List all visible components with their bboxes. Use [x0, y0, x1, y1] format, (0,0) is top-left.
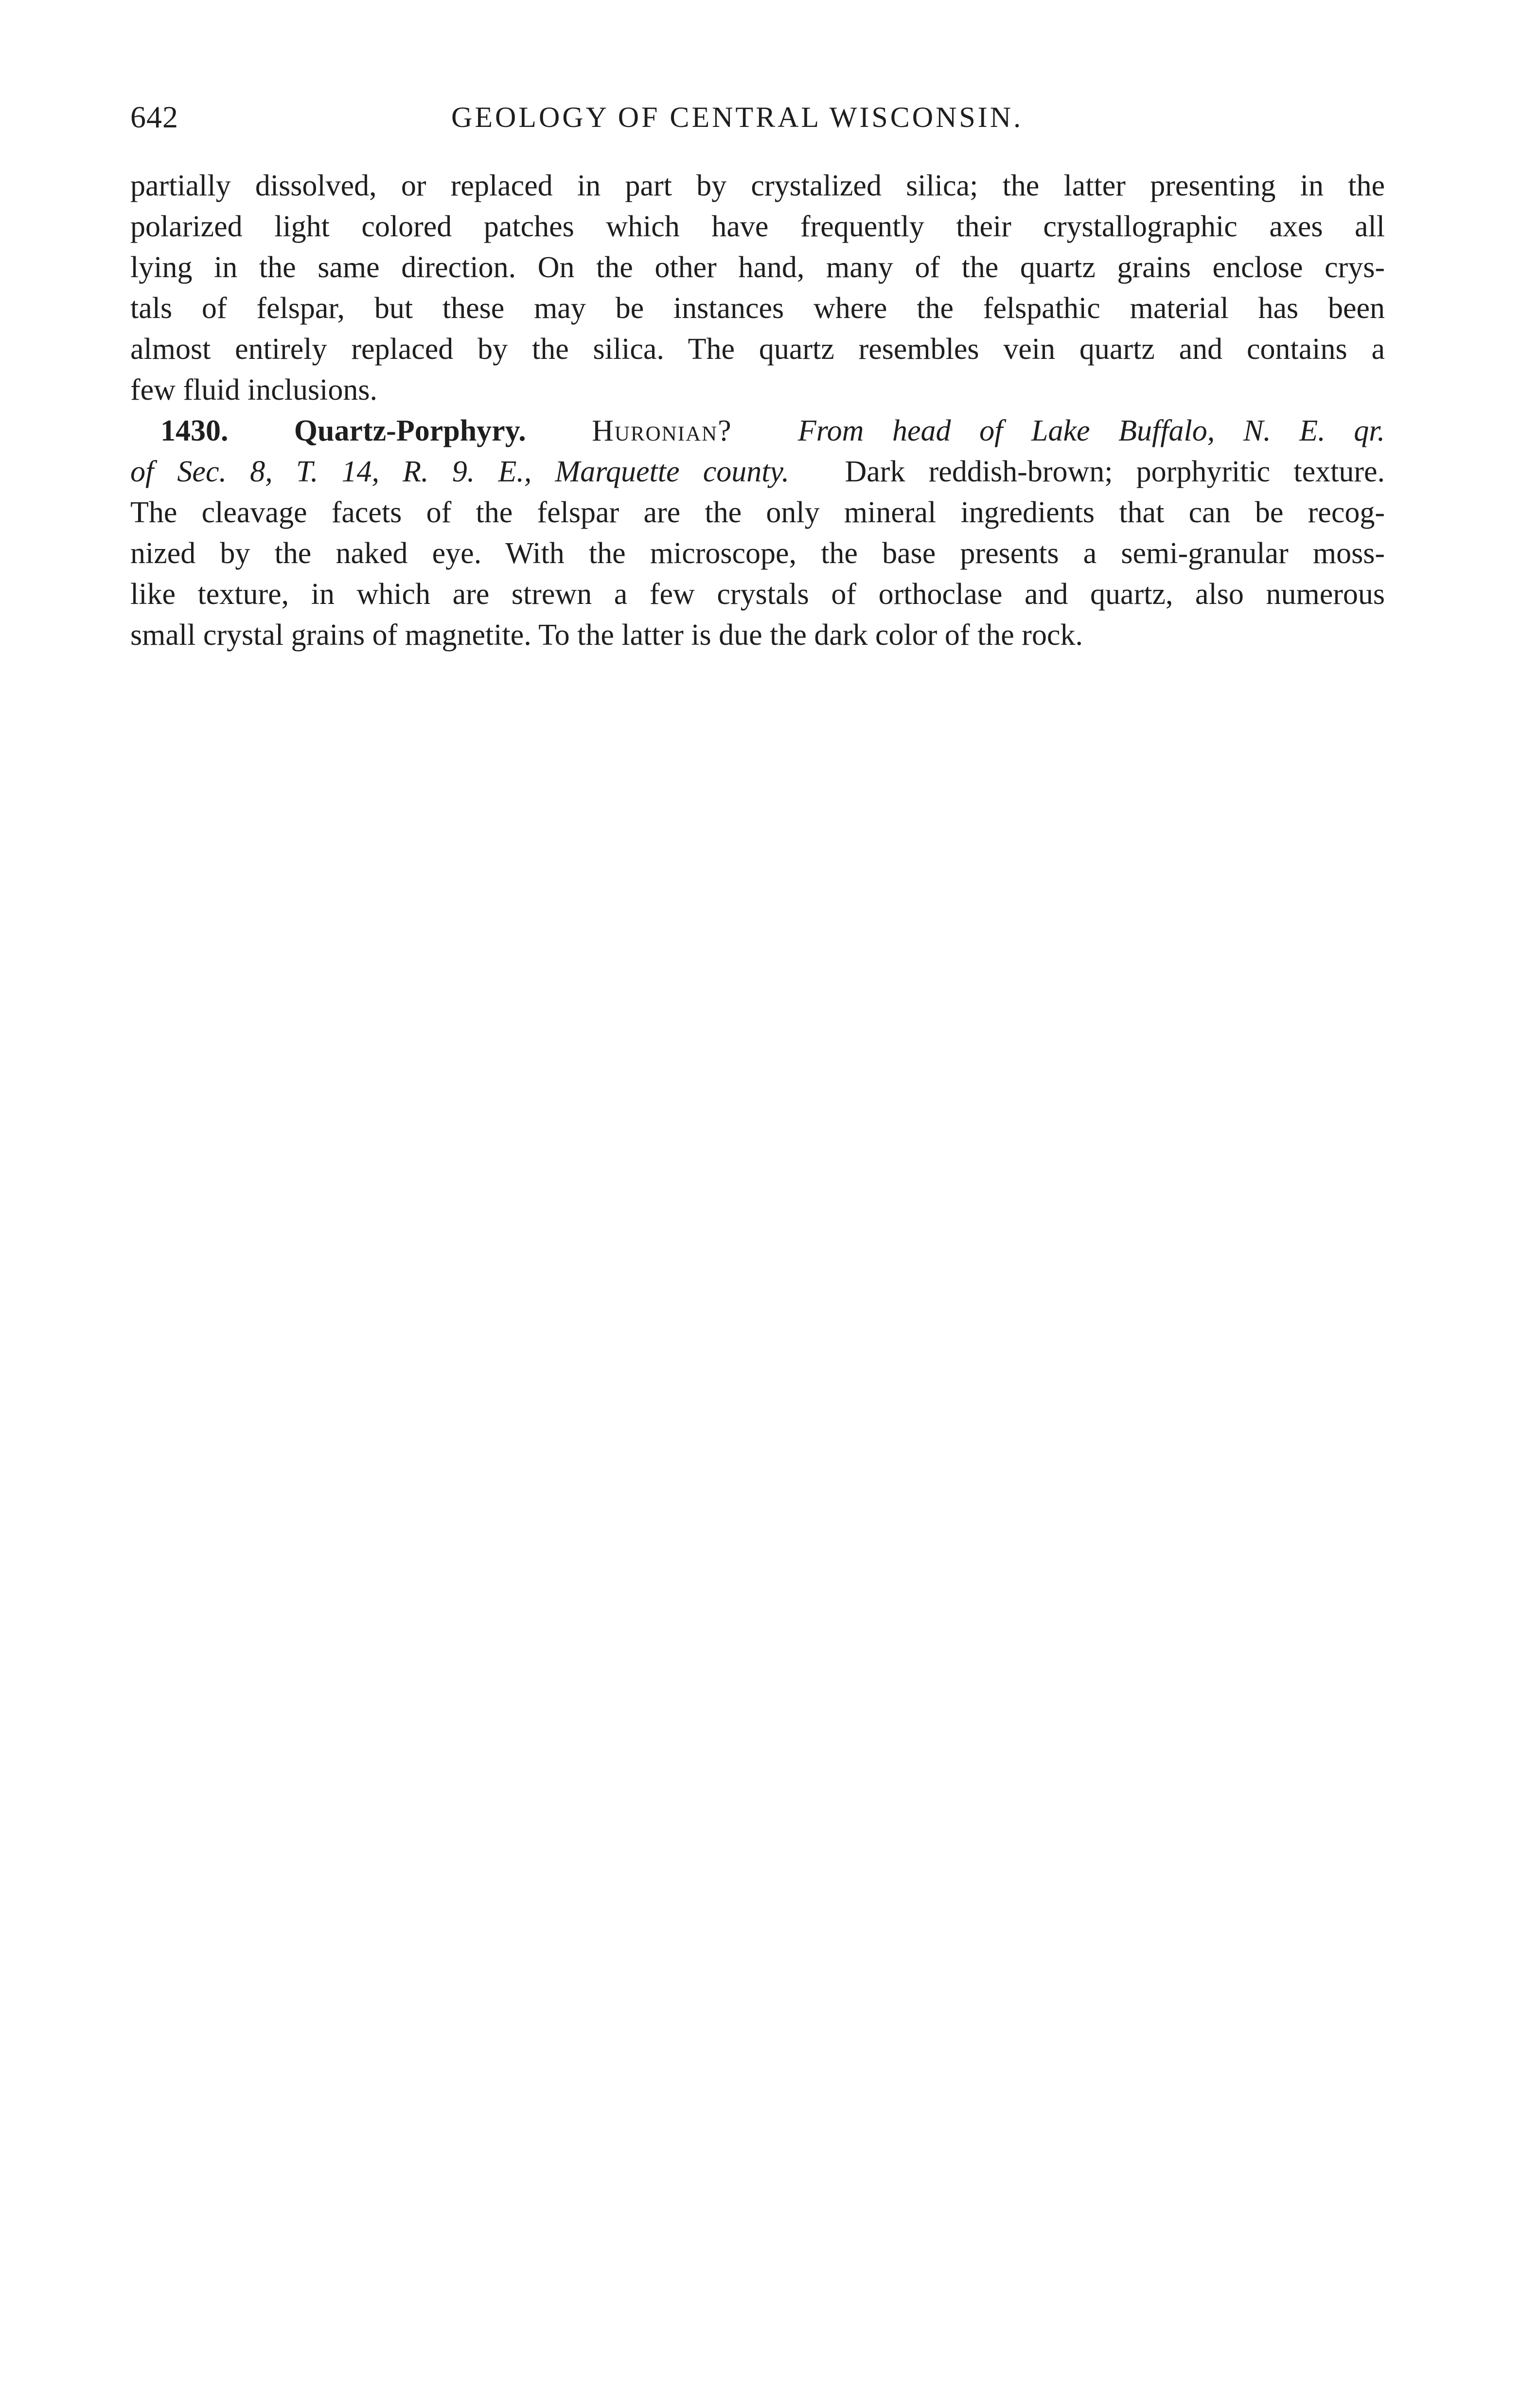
entry-locality-continued: of Sec. 8, T. 14, R. 9. E., Marquette county. [130, 455, 790, 488]
running-head [130, 95, 1385, 139]
text-line: almost entirely replaced by the silica. The quartz resembles vein quartz and contains a [130, 333, 1385, 366]
specimen-entry-1430 [130, 410, 1385, 655]
running-title: GEOLOGY OF CENTRAL WISCONSIN. [451, 101, 1024, 133]
body-text [130, 165, 1385, 655]
text-line: lying in the same direction. On the other hand, many of the quartz grains enclose crys- [130, 251, 1385, 284]
text-line: polarized light colored patches which have frequently their crystallographic axes all [130, 210, 1385, 243]
text-line: like texture, in which are strewn a few crystals of orthoclase and quartz, also numerous [130, 578, 1385, 611]
text-line: small crystal grains of magnetite. To the latter is due the dark color of the rock. [130, 619, 1083, 652]
text-line: nized by the naked eye. With the microscope, the base presents a semi-granular moss- [130, 537, 1385, 570]
entry-number: 1430. [160, 414, 229, 447]
page-number: 642 [130, 100, 178, 134]
entry-line [130, 451, 1385, 492]
entry-description-start: Dark reddish-brown; porphyritic texture. [845, 455, 1385, 488]
text-line: partially dissolved, or replaced in part by crystalized silica; the latter presenting in the [130, 169, 1385, 202]
entry-heading-line [130, 410, 1385, 451]
entry-formation: Huronian? [592, 414, 732, 447]
text-line: few fluid inclusions. [130, 373, 377, 407]
paragraph-continued [130, 165, 1385, 410]
entry-locality: From head of Lake Buffalo, N. E. qr. [797, 414, 1385, 447]
text-line: The cleavage facets of the felspar are the only mineral ingredients that can be recog- [130, 496, 1385, 529]
text-line: tals of felspar, but these may be instances where the felspathic material has been [130, 292, 1385, 325]
entry-title: Quartz-Porphyry. [294, 414, 526, 447]
